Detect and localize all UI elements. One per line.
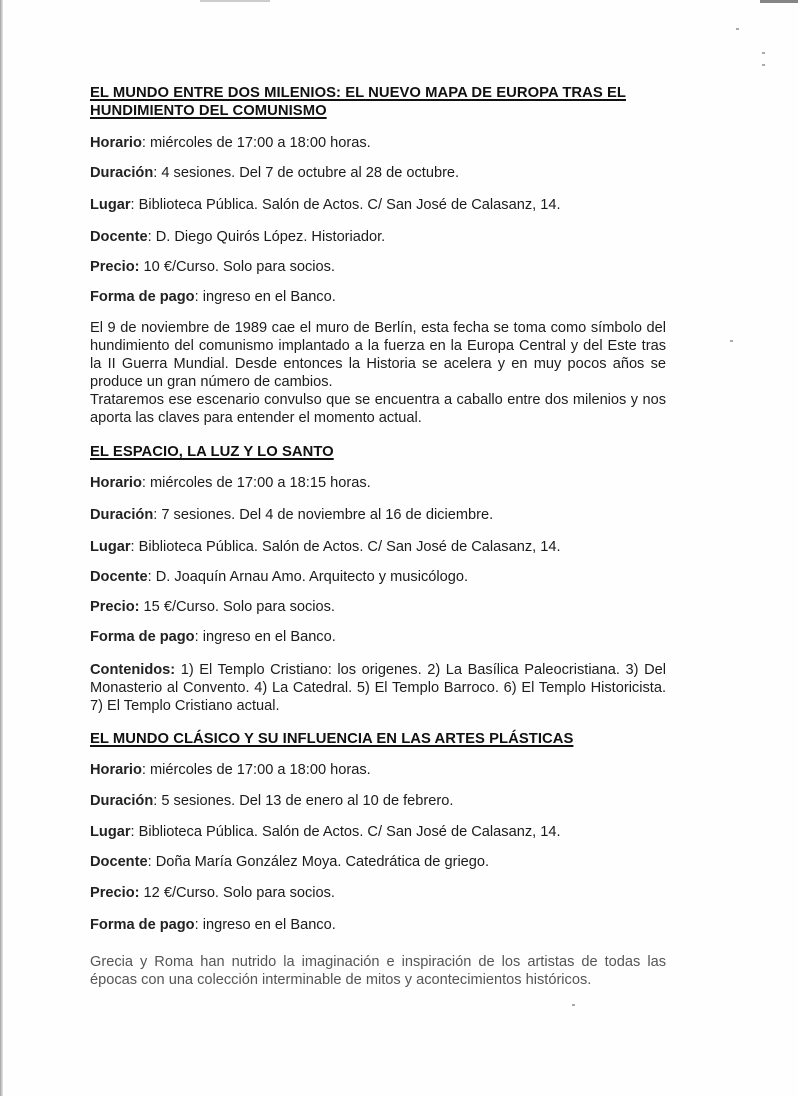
course-2-contents xyxy=(90,661,666,715)
course-2-lugar xyxy=(90,538,666,556)
scan-edge-top-right xyxy=(760,0,798,3)
course-3-docente xyxy=(90,853,666,871)
field-label: Docente xyxy=(90,854,148,870)
course-3-forma-de-pago xyxy=(90,916,666,934)
field-value: miércoles de 17:00 a 18:00 horas. xyxy=(150,135,371,151)
field-label: Horario xyxy=(90,135,142,151)
field-label: Forma de pago xyxy=(90,289,195,305)
field-sep: : xyxy=(153,507,162,523)
contents-label: Contenidos: xyxy=(90,662,176,678)
course-2-docente xyxy=(90,568,666,586)
course-3-precio xyxy=(90,884,666,902)
field-value: Biblioteca Pública. Salón de Actos. C/ San José de Calasanz, 14. xyxy=(138,824,561,840)
course-1-title: EL MUNDO ENTRE DOS MILENIOS: EL NUEVO MAPA DE EUROPA TRAS EL HUNDIMIENTO DEL COMUNISMO xyxy=(90,85,626,119)
field-value: ingreso en el Banco. xyxy=(202,917,336,933)
field-label: Duración xyxy=(90,793,154,809)
field-value: 7 sesiones. Del 4 de noviembre al 16 de diciembre. xyxy=(161,507,494,523)
field-label: Lugar xyxy=(90,824,131,840)
course-1-description-2: Trataremos ese escenario convulso que se encuentra a caballo entre dos milenios y nos aporta las claves para entender el momento actual. xyxy=(90,392,666,426)
field-sep: : xyxy=(153,793,162,809)
course-1-description-1: El 9 de noviembre de 1989 cae el muro de Berlín, esta fecha se toma como símbolo del hundimiento del comunismo implantado a la fuerza en la Europa Central y del Este tras la II Guerra Mundial. Desde entonces la Historia se acelera y en muy pocos años se produce un gran número de cambios. xyxy=(90,320,666,390)
field-value: Biblioteca Pública. Salón de Actos. C/ San José de Calasanz, 14. xyxy=(138,539,561,555)
field-sep: : xyxy=(194,289,203,305)
field-label: Lugar xyxy=(90,539,131,555)
field-label: Precio: xyxy=(90,885,140,901)
course-2-title: EL ESPACIO, LA LUZ Y LO SANTO xyxy=(90,444,334,460)
field-label: Lugar xyxy=(90,197,131,213)
field-label: Forma de pago xyxy=(90,629,195,645)
field-label: Horario xyxy=(90,475,142,491)
field-value: 12 €/Curso. Solo para socios. xyxy=(143,885,335,901)
course-3-duracion xyxy=(90,792,666,810)
field-label: Horario xyxy=(90,762,142,778)
field-value: D. Diego Quirós López. Historiador. xyxy=(155,229,386,245)
field-value: Doña María González Moya. Catedrática de griego. xyxy=(155,854,490,870)
course-3-title: EL MUNDO CLÁSICO Y SU INFLUENCIA EN LAS ARTES PLÁSTICAS xyxy=(90,731,574,747)
field-sep: : xyxy=(147,569,156,585)
field-value: 15 €/Curso. Solo para socios. xyxy=(143,599,335,615)
scan-speck xyxy=(736,28,739,30)
field-label: Docente xyxy=(90,569,148,585)
scan-speck xyxy=(730,340,733,342)
field-sep: : xyxy=(141,475,151,491)
field-value: ingreso en el Banco. xyxy=(202,289,336,305)
scan-edge-top xyxy=(200,0,270,2)
scan-speck xyxy=(762,52,765,54)
field-label: Docente xyxy=(90,229,148,245)
course-2-horario xyxy=(90,474,666,492)
field-value: D. Joaquín Arnau Amo. Arquitecto y musicólogo. xyxy=(155,569,469,585)
field-sep: : xyxy=(147,854,156,870)
course-3-description: Grecia y Roma han nutrido la imaginación e inspiración de los artistas de todas las épocas con una colección interminable de mitos y acontecimientos históricos. xyxy=(90,954,666,988)
field-value: 10 €/Curso. Solo para socios. xyxy=(143,259,335,275)
field-label: Precio: xyxy=(90,259,140,275)
field-label: Forma de pago xyxy=(90,917,195,933)
field-label: Duración xyxy=(90,165,154,181)
course-2-forma-de-pago xyxy=(90,628,666,646)
field-sep: : xyxy=(130,539,139,555)
course-1-precio xyxy=(90,258,666,276)
course-1-horario xyxy=(90,134,666,152)
field-sep: : xyxy=(141,762,151,778)
scan-edge-left xyxy=(0,0,3,1096)
field-value: ingreso en el Banco. xyxy=(202,629,336,645)
field-value: miércoles de 17:00 a 18:00 horas. xyxy=(150,762,371,778)
field-value: miércoles de 17:00 a 18:15 horas. xyxy=(150,475,371,491)
scan-speck xyxy=(572,1004,575,1006)
field-value: 5 sesiones. Del 13 de enero al 10 de febrero. xyxy=(161,793,454,809)
course-3-horario xyxy=(90,761,666,779)
course-2-precio xyxy=(90,598,666,616)
scan-speck xyxy=(762,64,765,66)
course-2-duracion xyxy=(90,506,666,524)
field-sep: : xyxy=(141,135,151,151)
course-3-lugar xyxy=(90,823,666,841)
field-sep: : xyxy=(194,917,203,933)
field-sep: : xyxy=(130,197,139,213)
field-value: Biblioteca Pública. Salón de Actos. C/ San José de Calasanz, 14. xyxy=(138,197,561,213)
field-sep: : xyxy=(153,165,162,181)
field-sep: : xyxy=(130,824,139,840)
course-1-docente xyxy=(90,228,666,246)
field-value: 4 sesiones. Del 7 de octubre al 28 de octubre. xyxy=(161,165,460,181)
field-sep: : xyxy=(147,229,156,245)
course-1-lugar xyxy=(90,196,666,214)
field-sep: : xyxy=(194,629,203,645)
course-1-duracion xyxy=(90,164,666,182)
contents-value: 1) El Templo Cristiano: los origenes. 2) La Basílica Paleocristiana. 3) Del Monasterio al Convento. 4) La Catedral. 5) El Templo Barroco. 6) El Templo Historicista. 7) El Templo Cristiano actual. xyxy=(90,662,666,714)
course-1-forma-de-pago xyxy=(90,288,666,306)
field-label: Duración xyxy=(90,507,154,523)
field-label: Precio: xyxy=(90,599,140,615)
